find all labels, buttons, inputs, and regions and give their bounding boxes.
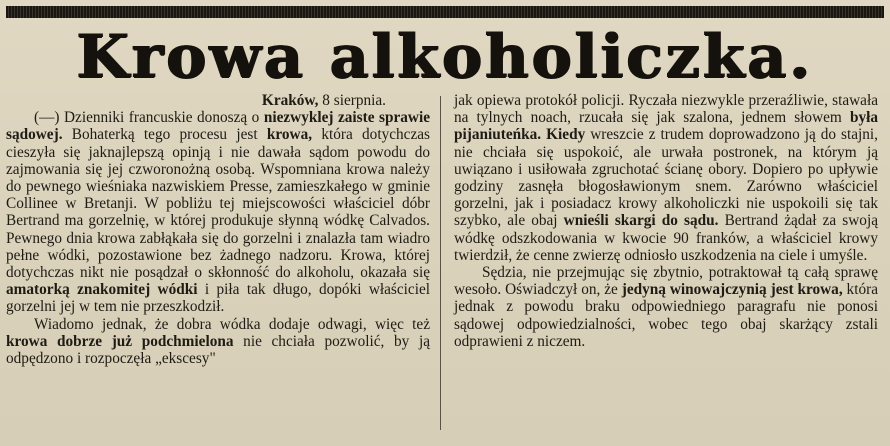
bold-run: wnieśli skargi do sądu.	[563, 212, 719, 230]
left-paragraph-2	[6, 316, 430, 368]
text-run: i piła tak długo, dopóki właściciel gorzelni jej w tem nie przeszkodził.	[6, 281, 430, 316]
right-paragraph-2	[454, 264, 878, 350]
article-headline: Krowa alkoholiczka.	[76, 22, 814, 92]
left-paragraph-1	[6, 109, 430, 315]
text-run: Sędzia, nie przejmując się zbytnio, potraktował tą całą sprawę wesoło. Oświadczył on, że	[454, 264, 878, 299]
text-run: która jednak z powodu braku odpowiedniego paragrafu nie ponosi sądowej odpowiedzialności, wobec tego obaj skarżący zstali odprawieni z niczem.	[454, 281, 878, 350]
bold-run: niezwyklej zaiste sprawie sądowej.	[6, 109, 430, 144]
left-column	[6, 92, 430, 367]
dateline-date: 8 sierpnia.	[318, 92, 386, 109]
text-run: Bohaterką tego procesu jest	[62, 126, 267, 144]
text-run: Wiadomo jednak, że dobra wódka dodaje odwagi, więc też	[34, 315, 430, 333]
bold-run: amatorką znakomitej wódki	[6, 281, 198, 299]
right-paragraph-1	[454, 92, 878, 264]
dateline-place: Kraków,	[261, 92, 319, 109]
text-run: jak opiewa protokół policji. Ryczała niezwykle przeraźliwie, stawała na tylnych noach, rzucała się jak szalona, jednem słowem	[454, 92, 878, 127]
bold-run: krowa dobrze już podchmielona	[6, 332, 234, 350]
bold-run: krowa,	[266, 126, 313, 144]
bold-run: była pijaniuteńka. Kiedy	[454, 109, 878, 144]
column-divider	[440, 96, 441, 430]
text-run: która dotychczas cieszyła się jaknajlepszą opinją i nie dawała sądom powodu do zajmowania się jej czworonożną osobą. Wspomniana krowa należy do pewnego wieśniaka nazwiskiem Presse, zamieszkałego w gminie Collinee w Bretanji. W pobliżu tej miejscowości właściciel dóbr Bertrand ma gorzelnię, w której produkuje słynną wódkę Calvados. Pewnego dnia krowa zabłąkała się do gorzelni i znalazła tam wiadro pełne wódki, pozostawione bez żadnego nadzoru. Krowa, której dotychczas nikt nie posądzał o skłonność do alkoholu, okazała się	[6, 126, 430, 282]
bold-run: jedyną winowajczynią jest krowa,	[621, 281, 843, 299]
text-run: nie chciała pozwolić, by ją odpędzono i rozpoczęła „ekscesy"	[6, 332, 430, 368]
text-run: wreszcie z trudem doprowadzono ją do stajni, nie chciała się uspokoić, ale urwała postronek, na którym ją uwiązano i usiłowała zgruchotać ścianę obory. Dopiero po upływie godziny zasnęła błogosławionym snem. Zarówno właściciel gorzelni, jak i posiadacz krowy alkoholiczki nie uspokoili się tak szybko, ale obaj	[454, 126, 878, 230]
text-run: Bertrand żądał za swoją wódkę odszkodowania w kwocie 90 franków, a właściciel krowy twierdził, że cenne zwierzę odniosło uszkodzenia na ciele i umyśle.	[454, 212, 878, 264]
top-rule-divider	[6, 6, 884, 18]
right-column	[454, 92, 878, 350]
text-run: (—) Dzienniki francuskie donoszą o	[34, 109, 264, 127]
dateline	[6, 92, 430, 109]
